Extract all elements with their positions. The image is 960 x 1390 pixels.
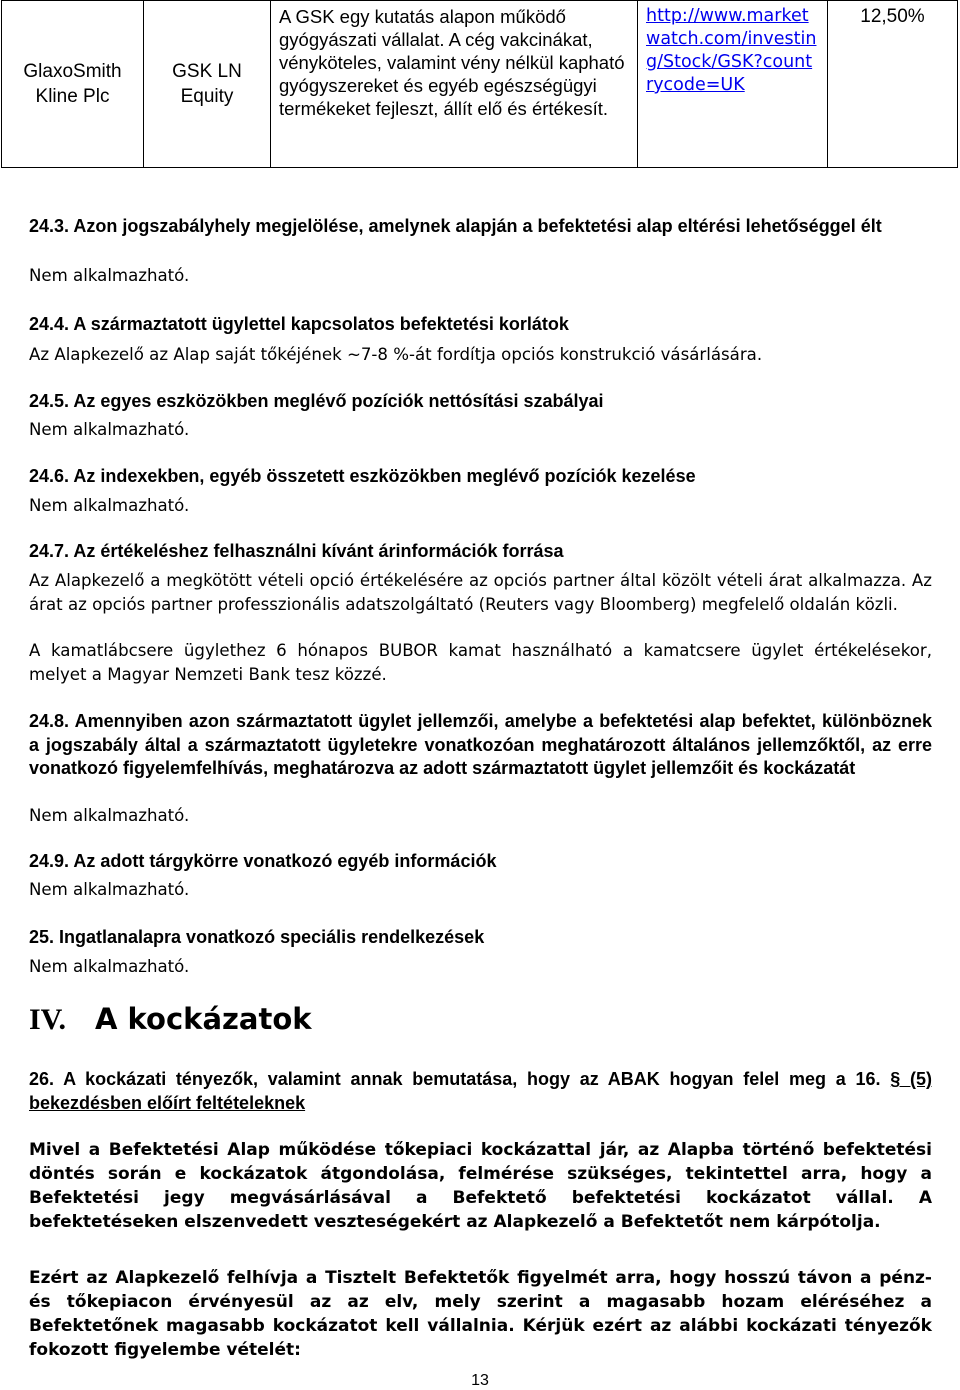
description-cell: A GSK egy kutatás alapon működő gyógyászati vállalat. A cég vakcinákat, vényköteles, valamint vény nélkül kapható gyógyszereket és egyéb egészségügyi termékeket fejleszt, állít elő és értékesít.: [271, 1, 638, 168]
market-link[interactable]: http://www.marketwatch.com/investing/Stock/GSK?countrycode=UK: [646, 6, 817, 95]
section-24-7-body-2: A kamatlábcsere ügylethez 6 hónapos BUBOR kamat használható a kamatcsere ügylet értékelésekor, melyet a Magyar Nemzeti Bank tesz közzé.: [29, 641, 932, 684]
holdings-table: [1, 0, 958, 168]
section-26-para-2: Ezért az Alapkezelő felhívja a Tisztelt Befektetők figyelmét arra, hogy hosszú távon a pénz- és tőkepiacon érvényesül az az elv, mely szerint a magasabb hozam eléréséhez a Befektetőnek magasabb kockázatot kell vállalnia. Kérjük ezért az alábbi kockázati tényezők fokozott figyelembe vételét:: [29, 1268, 932, 1360]
section-24-6-heading: 24.6. Az indexekben, egyéb összetett eszközökben meglévő pozíciók kezelése: [29, 466, 696, 486]
chapter-number: IV.: [29, 1003, 66, 1036]
section-24-4-body: Az Alapkezelő az Alap saját tőkéjének ~7-8 %-át fordítja opciós konstrukció vásárlására.: [29, 345, 763, 364]
section-24-4-heading: 24.4. A származtatott ügylettel kapcsolatos befektetési korlátok: [29, 314, 569, 334]
section-25-body: Nem alkalmazható.: [29, 957, 190, 976]
section-26-heading-link[interactable]: § (5) bekezdésben előírt feltételeknek: [29, 1069, 932, 1113]
section-26-heading-text: 26. A kockázati tényezők, valamint annak bemutatása, hogy az ABAK hogyan felel meg a 16.: [29, 1069, 891, 1089]
section-24-8-body: Nem alkalmazható.: [29, 806, 190, 825]
section-24-9-heading: 24.9. Az adott tárgykörre vonatkozó egyéb információk: [29, 851, 497, 871]
section-24-3-heading: 24.3. Azon jogszabályhely megjelölése, amelynek alapján a befektetési alap eltérési lehetőséggel élt: [29, 216, 882, 236]
section-26-heading: [29, 1068, 932, 1115]
section-24-6-body: Nem alkalmazható.: [29, 496, 190, 515]
table-row: [2, 1, 958, 168]
section-24-5-body: Nem alkalmazható.: [29, 420, 190, 439]
company-cell: GlaxoSmith Kline Plc: [2, 1, 144, 168]
section-25-heading: 25. Ingatlanalapra vonatkozó speciális rendelkezések: [29, 927, 485, 947]
weight-cell: 12,50%: [828, 1, 958, 168]
chapter-title: A kockázatok: [95, 1002, 312, 1036]
section-24-3-body: Nem alkalmazható.: [29, 266, 190, 285]
instrument-cell: GSK LN Equity: [144, 1, 271, 168]
page-number: 13: [471, 1372, 489, 1389]
section-24-9-body: Nem alkalmazható.: [29, 880, 190, 899]
section-24-5-heading: 24.5. Az egyes eszközökben meglévő pozíciók nettósítási szabályai: [29, 391, 604, 411]
section-24-7-heading: 24.7. Az értékeléshez felhasználni kívánt árinformációk forrása: [29, 541, 564, 561]
section-26-para-1: Mivel a Befektetési Alap működése tőkepiaci kockázattal jár, az Alapba történő befektetési döntés során e kockázatok átgondolása, felmérése szükséges, tekintettel arra, hogy a Befektetési jegy megvásárlásával a Befektető befektetési kockázatot vállal. A befektetéseken elszenvedett veszteségekért az Alapkezelő a Befektetőt nem kárpótolja.: [29, 1140, 932, 1232]
section-24-8-heading: 24.8. Amennyiben azon származtatott ügylet jellemzői, amelybe a befektetési alap befektet, különböznek a jogszabály által a származtatott ügyletekre vonatkozóan meghatározott általános jellemzőktől, az erre vonatkozó figyelemfelhívás, meghatározva az adott származtatott ügylet jellemzőit és kockázatát: [29, 711, 932, 778]
link-cell: [638, 1, 828, 168]
chapter-heading: [29, 1001, 932, 1038]
section-24-7-body-1: Az Alapkezelő a megkötött vételi opció értékelésére az opciós partner által közölt vételi árat alkalmazza. Az árat az opciós partner professzionális adatszolgáltató (Reuters vagy Bloomberg) megfelelő oldalán közli.: [29, 571, 932, 614]
